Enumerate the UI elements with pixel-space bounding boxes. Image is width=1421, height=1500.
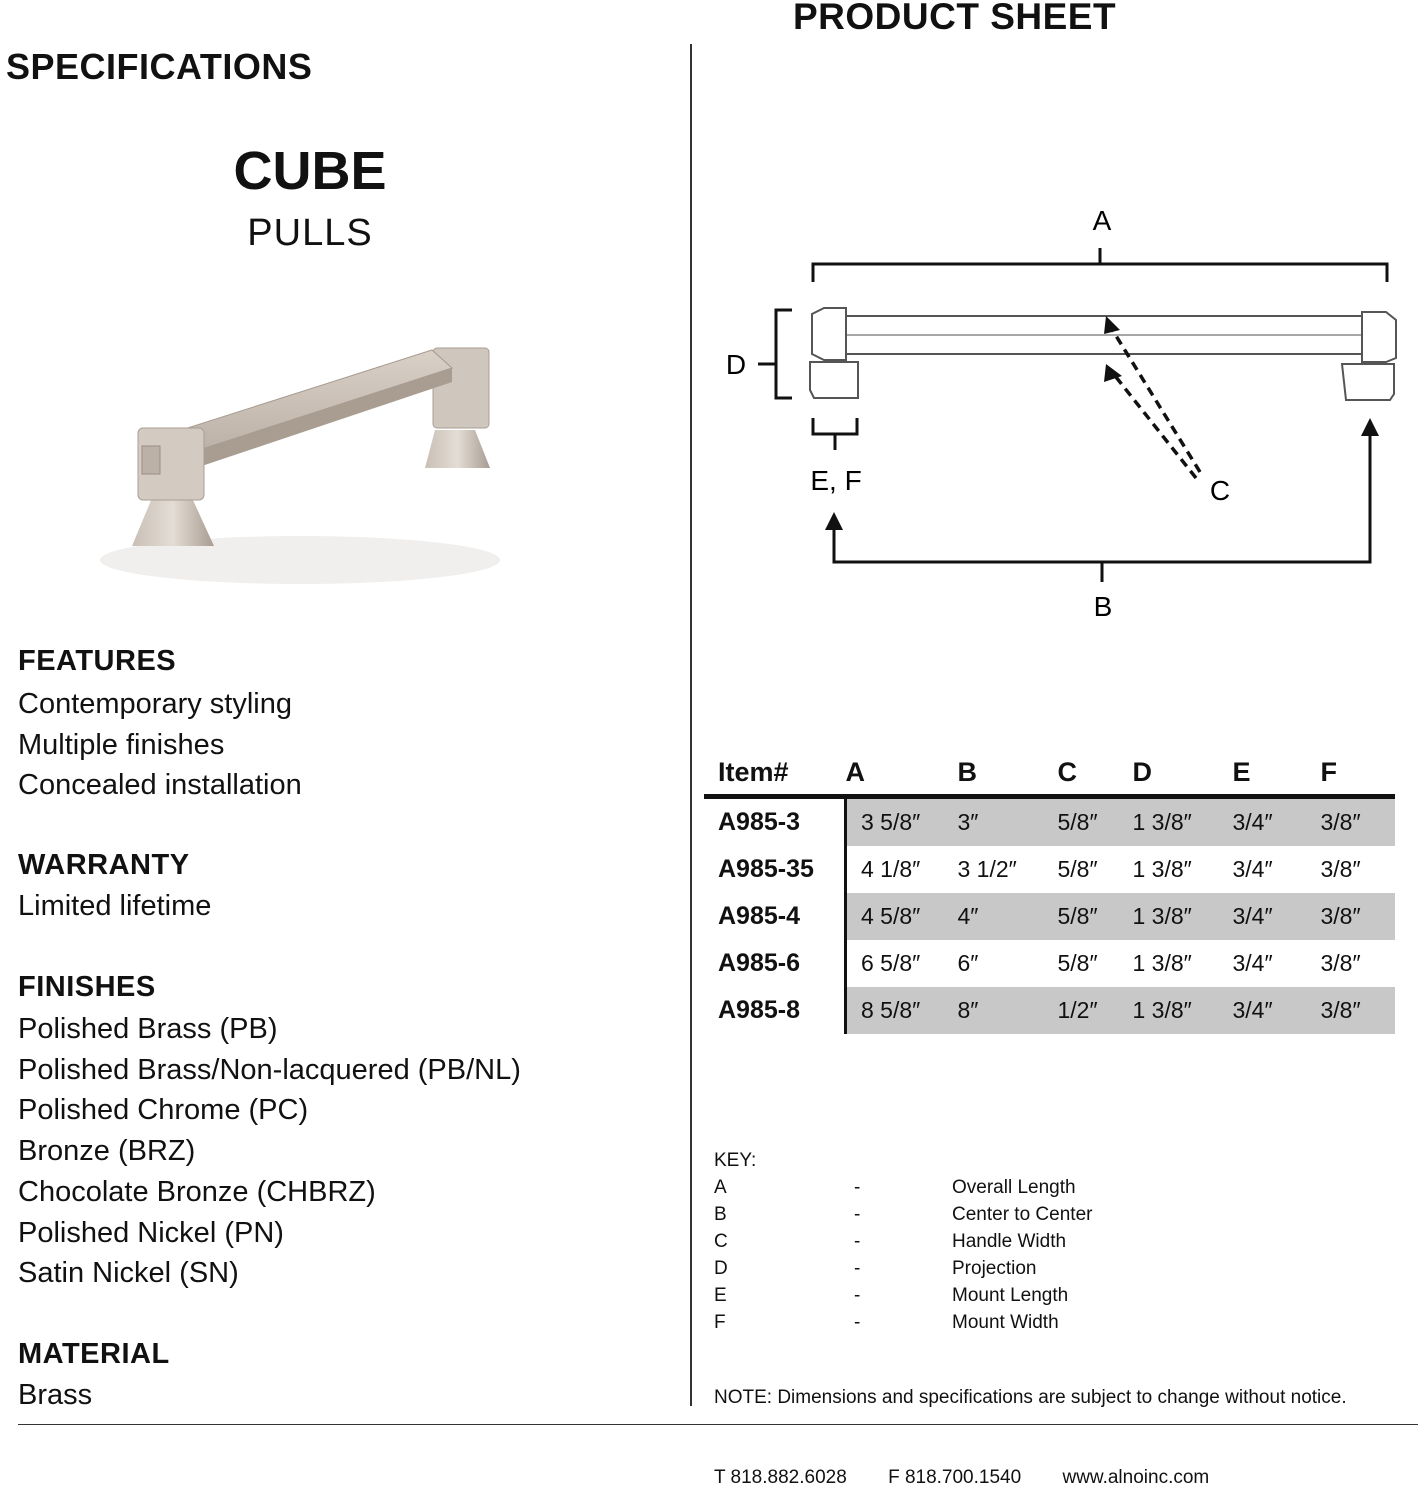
finish-item: Chocolate Bronze (CHBRZ) [18, 1175, 376, 1208]
key-dash: - [854, 1204, 861, 1225]
key-desc: Center to Center [952, 1204, 1093, 1225]
warranty-text: Limited lifetime [18, 890, 212, 922]
key-dash: - [854, 1312, 861, 1333]
cell-f: 3/8″ [1321, 797, 1396, 847]
table-row [704, 893, 1395, 940]
cell-d: 1 3/8″ [1133, 987, 1233, 1034]
label-b: B [1093, 591, 1113, 622]
key-dash: - [854, 1231, 861, 1252]
cell-e: 3/4″ [1232, 856, 1273, 882]
cell-c: 5/8″ [1057, 950, 1098, 976]
table-row [704, 940, 1395, 987]
key-desc: Handle Width [952, 1231, 1067, 1252]
specifications-heading: SPECIFICATIONS [6, 46, 313, 87]
warranty-heading: WARRANTY [18, 849, 190, 881]
key-row [714, 1231, 1414, 1258]
material-heading: MATERIAL [18, 1338, 170, 1370]
features-heading: FEATURES [18, 645, 177, 677]
table-row [704, 846, 1395, 893]
label-ef: E, F [810, 465, 862, 496]
col-header-e: E [1232, 757, 1251, 787]
table-row [704, 987, 1395, 1034]
dimension-table [704, 748, 1395, 1034]
label-c: C [1209, 475, 1231, 506]
feature-item: Concealed installation [18, 769, 302, 802]
key-desc: Overall Length [952, 1177, 1076, 1198]
key-letter: C [714, 1231, 728, 1252]
cell-e: 3/4″ [1233, 797, 1321, 847]
material-text: Brass [18, 1379, 93, 1411]
cell-a: 8 5/8″ [846, 987, 958, 1034]
key-letter: E [714, 1285, 727, 1306]
key-desc: Projection [952, 1258, 1037, 1279]
cell-b: 6″ [957, 950, 979, 976]
cell-a: 6 5/8″ [846, 940, 958, 987]
cell-e: 3/4″ [1233, 987, 1321, 1034]
key-row [714, 1285, 1414, 1312]
footer-phone: T 818.882.6028 [714, 1467, 847, 1488]
key-title: KEY: [714, 1150, 757, 1171]
cell-b: 3″ [958, 797, 1058, 847]
cell-c: 5/8″ [1058, 797, 1133, 847]
footer-website[interactable]: www.alnoinc.com [1062, 1467, 1210, 1488]
cell-b: 4″ [958, 893, 1058, 940]
disclaimer-note: NOTE: Dimensions and specifications are subject to change without notice. [714, 1387, 1347, 1408]
cell-d: 1 3/8″ [1132, 950, 1192, 976]
key-row [714, 1258, 1414, 1285]
key-row [714, 1312, 1414, 1339]
finish-item: Bronze (BRZ) [18, 1135, 196, 1168]
cell-f: 3/8″ [1320, 856, 1361, 882]
label-a: A [1092, 205, 1112, 236]
col-header-d: D [1132, 757, 1152, 787]
col-header-f: F [1320, 757, 1337, 787]
label-d: D [725, 349, 747, 380]
cell-c: 5/8″ [1057, 856, 1098, 882]
cell-a: 4 5/8″ [846, 893, 958, 940]
key-row [714, 1204, 1414, 1231]
cell-item: A985-4 [718, 902, 800, 930]
finish-item: Polished Nickel (PN) [18, 1216, 284, 1249]
finishes-list [18, 1009, 521, 1294]
cell-f: 3/8″ [1321, 987, 1396, 1034]
col-header-a: A [845, 757, 865, 787]
footer-divider [18, 1424, 1418, 1425]
key-desc: Mount Length [952, 1285, 1069, 1306]
cell-f: 3/8″ [1321, 893, 1396, 940]
product-photo [80, 310, 520, 600]
cell-e: 3/4″ [1233, 893, 1321, 940]
key-letter: F [714, 1312, 726, 1333]
cell-c: 5/8″ [1058, 893, 1133, 940]
product-name: CUBE [233, 141, 387, 201]
feature-item: Contemporary styling [18, 688, 292, 720]
footer-contact [714, 1467, 1245, 1489]
table-header-row [704, 748, 1395, 797]
cell-d: 1 3/8″ [1133, 797, 1233, 847]
key-dash: - [854, 1177, 861, 1198]
cell-b: 3 1/2″ [957, 856, 1017, 882]
cell-item: A985-3 [718, 808, 800, 836]
product-type: PULLS [247, 212, 373, 254]
finish-item: Polished Brass/Non-lacquered (PB/NL) [18, 1053, 521, 1086]
finishes-heading: FINISHES [18, 971, 156, 1003]
cell-item: A985-35 [718, 855, 814, 883]
col-header-c: C [1057, 757, 1077, 787]
key-dash: - [854, 1258, 861, 1279]
cell-e: 3/4″ [1232, 950, 1273, 976]
cell-d: 1 3/8″ [1133, 893, 1233, 940]
features-list [18, 684, 302, 806]
key-row [714, 1177, 1414, 1204]
cell-item: A985-8 [718, 996, 800, 1024]
cell-item: A985-6 [718, 949, 800, 977]
dimension-diagram [700, 190, 1420, 630]
cell-d: 1 3/8″ [1132, 856, 1192, 882]
finish-item: Satin Nickel (SN) [18, 1257, 239, 1290]
table-row [704, 797, 1395, 847]
cell-a: 4 1/8″ [846, 846, 958, 893]
cell-a: 3 5/8″ [846, 797, 958, 847]
column-divider [690, 44, 692, 1406]
cell-f: 3/8″ [1320, 950, 1361, 976]
feature-item: Multiple finishes [18, 728, 225, 761]
key-letter: D [714, 1258, 728, 1279]
finish-item: Polished Brass (PB) [18, 1013, 278, 1045]
col-header-item: Item# [718, 757, 789, 787]
page-title: PRODUCT SHEET [793, 0, 1117, 37]
col-header-b: B [957, 757, 977, 787]
finish-item: Polished Chrome (PC) [18, 1094, 309, 1127]
key-desc: Mount Width [952, 1312, 1059, 1333]
cell-c: 1/2″ [1058, 987, 1133, 1034]
cell-b: 8″ [958, 987, 1058, 1034]
key-letter: A [714, 1177, 727, 1198]
key-dash: - [854, 1285, 861, 1306]
key-letter: B [714, 1204, 727, 1225]
footer-fax: F 818.700.1540 [888, 1467, 1022, 1488]
